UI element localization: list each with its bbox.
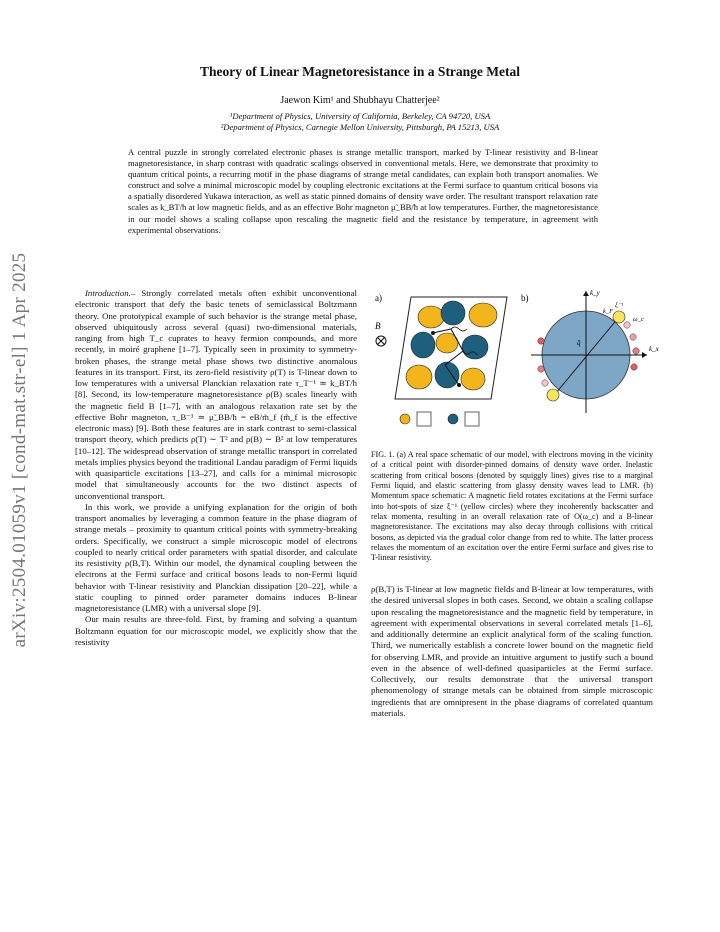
affiliation-1: ¹Department of Physics, University of California, Berkeley, CA 94720, USA — [229, 111, 491, 121]
kx-label: k_x — [649, 345, 659, 353]
paragraph-3: Our main results are three-fold. First, by framing and solving a quantum Boltzmann equation for our microscopic model, we explicitly show that the resistivity — [75, 614, 357, 647]
arxiv-id: arXiv:2504.01059v1 [cond-mat.str-el] 1 Apr 2025 — [9, 252, 30, 648]
right-column — [371, 584, 653, 719]
ky-label: k_y — [590, 289, 600, 297]
intro-paragraph — [75, 288, 357, 502]
panel-a-label: a) — [375, 293, 382, 303]
affiliations — [0, 111, 720, 133]
figure-caption: FIG. 1. (a) A real space schematic of our model, with electrons moving in the vicinity of a critical point with disorder-pinned domains of density wave order. Inelastic scattering from critical bosons (denoted by squiggly lines) gives rise to a marginal Fermi liquid, and elastic scattering from glassy density waves lead to LMR. (b) Momentum space schematic: A magnetic field rotates excitations at the Fermi surface into hot-spots of size ξ⁻¹ (yellow circles) where they incoherently backscatter and relax momenta, resulting in an overall relaxation rate of O(ω_c) and a B-linear magnetoresistance. The excitations may also decay through collisions with critical bosons, as depicted via the gradual color change from red to white. The latter process relaxes the momentum of an excitation over the entire Fermi surface and gives rise to T-linear resistivity. — [371, 450, 653, 563]
momentum-space-schematic — [531, 289, 660, 413]
b-field-into-page-icon — [376, 336, 386, 346]
legend-row — [400, 412, 479, 426]
b-field-label: B⃗ — [375, 321, 388, 331]
paper-title: Theory of Linear Magnetoresistance in a Strange Metal — [199, 64, 521, 79]
paragraph-2: In this work, we provide a unifying explanation for the origin of both transport anomalies by leveraging a common feature in the phase diagram of strange metals – proximity to quantum critical points with symmetry-breaking orders. Specifically, we construct a simple microscopic model of electrons coupled to nearly critical order parameters with spatial disorder, and calculate its resistivity ρ(B,T). Within our model, the dynamical coupling between the electrons at the Fermi surface and critical bosons leads to non-Fermi liquid behavior with T-linear resistivity and Planckian dissipation [20–22], while a static coupling to pinned order parameter domains induces B-linear magnetoresistance (LMR) with a universal slope [9]. — [75, 501, 357, 613]
real-space-schematic — [395, 297, 507, 399]
right-paragraph-1: ρ(B,T) is T-linear at low magnetic fields and B-linear at low temperatures, with the desired universal slopes in both cases. Second, we obtain a scaling collapse upon rescaling the magnetoresistance and the magnetic field by temperature, in agreement with experimental observations in several correlated metals [1–6], and additionally determine an explicit analytical form of the scaling function. Third, we numerically establish a concrete lower bound on the magnetic field for observing LMR, and provide an intuitive argument to justify such a bound even in the absence of well-defined quasiparticles at the Fermi surface. Collectively, our results demonstrate that the universal transport phenomenology of strange metals can be obtained from simple microscopic ingredients that are omnipresent in the phase diagrams of correlated quantum materials. — [371, 584, 653, 718]
authors: Jaewon Kim¹ and Shubhayu Chatterjee² — [280, 95, 440, 106]
left-column — [75, 288, 357, 648]
abstract: A central puzzle in strongly correlated electronic phases is strange metallic transport, marked by T-linear resistivity and B-linear magnetoresistance, in sharp contrast with quadratic scalings observed in conventional metals. Here, we demonstrate that proximity to quantum critical points, a recurring motif in the phase diagrams of strange metal candidates, can explain both transport anomalies. We construct and solve a minimal microscopic model by coupling electronic excitations at the Fermi surface to quantum critical bosons via a spatially disordered Yukawa interaction, as well as static pinned domains of density wave order. The resultant transport relaxation rate scales as k_BT/ħ at low magnetic fields, and as an effective Bohr magneton μ̃_BB/ħ at low temperatures. Further, the magnetoresistance in our model shows a scaling collapse upon rescaling the magnetic field and the resistance by temperature, in agreement with experimental observations. — [128, 147, 598, 235]
affiliation-2: ²Department of Physics, Carnegie Mellon University, Pittsburgh, PA 15213, USA — [220, 122, 500, 132]
intro-text: Strongly correlated metals often exhibit unconventional electronic transport that defy the basic tenets of semiclassical Boltzmann theory. One prototypical example of such behavior is the strange metal phase, observed ubiquitously across several (quasi) two-dimensional materials, ranging from high T_c cuprates to heavy fermion compounds, and more recently, in moiré graphene [1–7]. Typically seen in proximity to symmetry-broken phases, the strange metal phase shows two distinctive anomalous features in its transport. First, its zero-field resistivity ρ(T) is T-linear down to low temperatures with a universal Planckian relaxation rate τ_T⁻¹ ≃ k_BT/ħ [8]. Second, its low-temperature magnetoresistance ρ(B) scales linearly with the magnetic field B [1–7], with an analogous relaxation rate set by the effective Bohr magneton, τ_B⁻¹ ≃ μ̃_BB/ħ = eB/m̃_f (m̃_f is the effective electronic mass) [9]. Both these features are in stark contrast to semi-classical transport theory, which predicts ρ(T) ∼ T² and ρ(B) ∼ B² at low temperatures [10–12]. The widespread observation of strange metallic transport in correlated metals implies physics beyond the traditional Landau paradigm of Fermi liquids with quasiparticle excitations [13–27], and calls for a minimal microsopic model that simultaneously accounts for the two distinct aspects of unconventional transport. — [75, 288, 357, 501]
figure-svg — [371, 285, 659, 445]
kf-label: k_F — [603, 308, 614, 315]
panel-b-label: b) — [521, 293, 529, 303]
q-label: q̄ — [577, 339, 581, 347]
arxiv-sidebar — [0, 230, 40, 670]
xi-inverse-label: ξ⁻¹ — [615, 302, 624, 309]
intro-lead: Introduction.– — [85, 288, 136, 298]
figure-1 — [371, 285, 659, 445]
omega-c-label: ω_c — [633, 316, 644, 323]
